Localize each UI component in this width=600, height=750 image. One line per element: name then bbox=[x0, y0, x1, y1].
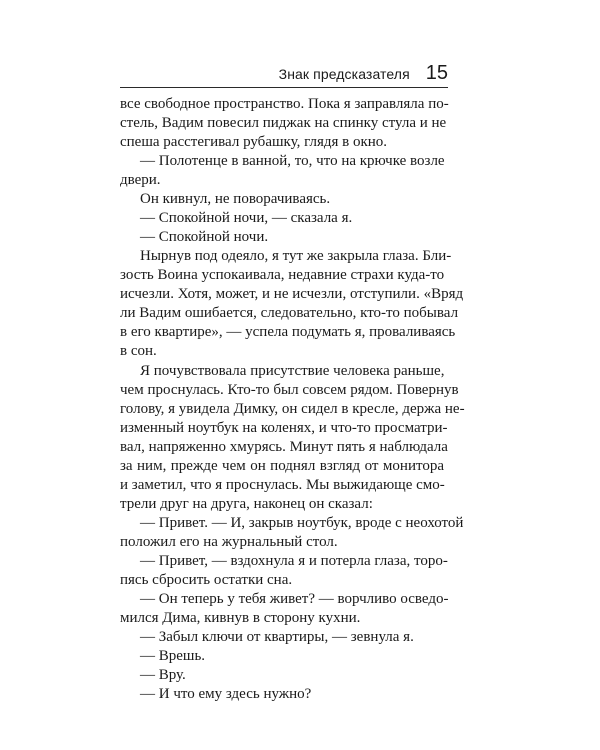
text-line: Нырнув под одеяло, я тут же закрыла глаза. Бли- bbox=[140, 248, 452, 264]
text-line: в сон. bbox=[120, 343, 157, 359]
text-line: — Он теперь у тебя живет? — ворчливо осведо- bbox=[140, 591, 449, 607]
text-line: — Спокойной ночи, — сказала я. bbox=[140, 210, 353, 226]
text-line: — Вру. bbox=[140, 667, 186, 683]
text-line: — Привет. — И, закрыв ноутбук, вроде с неохотой bbox=[140, 515, 464, 531]
page-number: 15 bbox=[425, 62, 448, 84]
text-line: стель, Вадим повесил пиджак на спинку стула и не bbox=[120, 115, 447, 131]
text-line: ли Вадим ошибается, следовательно, кто-то побывал bbox=[120, 305, 459, 321]
text-line: в его квартире», — успела подумать я, проваливаясь bbox=[120, 324, 456, 340]
text-section-2 bbox=[120, 362, 465, 704]
header-rule bbox=[120, 87, 448, 88]
text-line: исчезли. Хотя, может, и не исчезли, отступили. «Вряд bbox=[120, 286, 464, 302]
text-line: — Спокойной ночи. bbox=[140, 229, 269, 245]
text-line: все свободное пространство. Пока я заправляла по- bbox=[120, 96, 449, 112]
text-line: — И что ему здесь нужно? bbox=[140, 686, 312, 702]
text-line: чем проснулась. Кто-то был совсем рядом. Повернув bbox=[120, 382, 459, 398]
text-line: — Привет, — вздохнула я и потерла глаза, торо- bbox=[140, 553, 448, 569]
text-section-1 bbox=[120, 95, 464, 361]
text-line: — Полотенце в ванной, то, что на крючке возле bbox=[140, 153, 445, 169]
running-head bbox=[120, 62, 448, 84]
text-line: и заметил, что я проснулась. Мы выжидающе смо- bbox=[120, 477, 445, 493]
text-line: голову, я увидела Димку, он сидел в кресле, держа не- bbox=[120, 401, 465, 417]
text-line: мился Дима, кивнув в сторону кухни. bbox=[120, 610, 361, 626]
text-line: — Забыл ключи от квартиры, — зевнула я. bbox=[140, 629, 414, 645]
text-line: зость Воина успокаивала, недавние страхи куда-то bbox=[120, 267, 445, 283]
text-line: трели друг на друга, наконец он сказал: bbox=[120, 496, 373, 512]
text-line: положил его на журнальный стол. bbox=[120, 534, 338, 550]
book-title: Знак предсказателя bbox=[278, 66, 410, 82]
text-line: изменный ноутбук на коленях, и что-то просматри- bbox=[120, 420, 448, 436]
text-line: вал, напряженно хмурясь. Минут пять я наблюдала bbox=[120, 439, 448, 455]
text-line: за ним, прежде чем он поднял взгляд от монитора bbox=[120, 458, 444, 474]
text-line: — Врешь. bbox=[140, 648, 206, 664]
text-line: Он кивнул, не поворачиваясь. bbox=[140, 191, 331, 207]
text-line: спеша расстегивал рубашку, глядя в окно. bbox=[120, 134, 388, 150]
text-line: пясь сбросить остатки сна. bbox=[120, 572, 293, 588]
text-line: двери. bbox=[120, 172, 161, 188]
text-line: Я почувствовала присутствие человека раньше, bbox=[140, 363, 445, 379]
